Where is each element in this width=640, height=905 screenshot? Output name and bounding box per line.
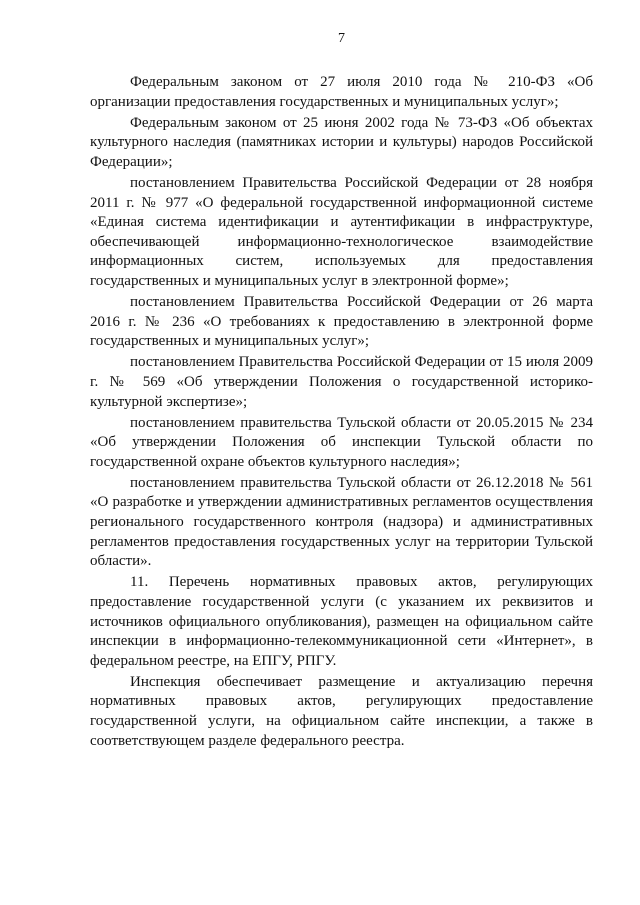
paragraph-resolution-569: постановлением Правительства Российской Федерации от 15 июля 2009 г. № 569 «Об утверждении Положения о государственной историко-культурной экспертизе»; (90, 354, 593, 410)
paragraph-resolution-234: постановлением правительства Тульской области от 20.05.2015 № 234 «Об утверждении Положения об инспекции Тульской области по государственной охране объектов культурного наследия»; (90, 414, 593, 470)
paragraph-inspection-duty: Инспекция обеспечивает размещение и актуализацию перечня нормативных правовых актов, регулирующих предоставление государственной услуги, на официальном сайте инспекции, а также в соответствующем разделе федерального реестра. (90, 673, 593, 749)
paragraph-resolution-236: постановлением Правительства Российской Федерации от 26 марта 2016 г. № 236 «О требованиях к предоставлению в электронной форме государственных и муниципальных услуг»; (90, 294, 593, 350)
paragraph-resolution-977: постановлением Правительства Российской Федерации от 28 ноября 2011 г. № 977 «О федеральной государственной информационной системе «Единая система идентификации и аутентификации в инфраструктуре, обеспечивающей информационно-технологическое взаимодействие информационных систем, используемых для предоставления государственных и муниципальных услуг в электронной форме»; (90, 174, 593, 289)
paragraph-law-73fz: Федеральным законом от 25 июня 2002 года № 73-ФЗ «Об объектах культурного наследия (памятниках истории и культуры) народов Российской Федерации»; (90, 114, 593, 170)
document-body (90, 73, 593, 751)
paragraph-item-11: 11. Перечень нормативных правовых актов, регулирующих предоставление государственной услуги (с указанием их реквизитов и источников официального опубликования), размещен на официальном сайте инспекции в информационно-телекоммуникационной сети «Интернет», в федеральном реестре, на ЕПГУ, РПГУ. (90, 574, 593, 669)
paragraph-resolution-561: постановлением правительства Тульской области от 26.12.2018 № 561 «О разработке и утверждении административных регламентов осуществления регионального государственного контроля (надзора) и административных регламентов предоставления государственных услуг на территории Тульской области». (90, 474, 593, 570)
page-number: 7 (338, 31, 345, 46)
paragraph-law-210fz: Федеральным законом от 27 июля 2010 года № 210-ФЗ «Об организации предоставления государственных и муниципальных услуг»; (90, 74, 593, 110)
